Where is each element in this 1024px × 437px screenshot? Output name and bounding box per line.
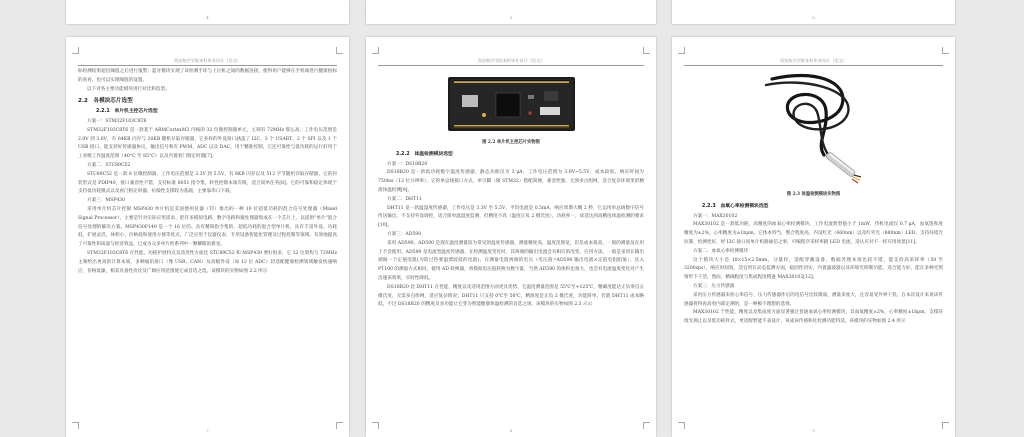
page-content <box>378 65 644 425</box>
section-heading: 2.2 各模块芯片选型 <box>78 98 133 105</box>
paragraph: 方案一：STM32F103C8T6 <box>87 118 147 124</box>
top-page-left <box>66 0 349 24</box>
paragraph: DS18B20 比 DHT11 在性能，精度以及适用范围方面更具优势，它温度测量范围是 55℃至+125℃，精确度能达正负零点五摄氏度，无需多点组网，适应复杂情况；DHT11 只支持 0℃至 50℃，精准度是正负 2 摄氏度，功能简单，若就 DHT11 成本略低，不过 DS18B20 的精度及多功能让它变为智能健康体温检测的首选之项，该模块的实物如图 2.3 示示 <box>378 284 644 308</box>
paragraph: DHT11 是一款温湿度传感器，工作电压是 3.3V 至 5.5V，平均电流是 0.5mA，响应周期大概 2 秒，它运用单总线数字信号传送输出，不支持外设调控，适合简单温湿度监测，但精度不高（温度正负 2 摄氏度），功耗率一，故适达到高精度体温检测的要求[10]。 <box>378 205 644 229</box>
temperature-sensor-illustration <box>754 71 874 189</box>
subsection-heading: 2.2.3 血氧心率检测模块选型 <box>702 203 769 209</box>
page-number: 9 <box>812 428 815 433</box>
paragraph: 方案二：血氧心率检测模块 <box>693 248 749 254</box>
paragraph: 方案一：MAX30102 <box>693 213 738 219</box>
paragraph: 方案三：压力传感器 <box>693 283 735 289</box>
page-header: 西安航空学院本科毕业设计（论文） <box>378 58 644 66</box>
page-number: 6 <box>812 15 815 20</box>
crop-mark <box>643 47 650 54</box>
document-page-7 <box>66 37 349 437</box>
paragraph: 方案二：DHT11 <box>387 196 422 202</box>
mcu-board-illustration <box>444 71 579 137</box>
paragraph: 方案三：MSP430 <box>87 198 126 204</box>
page-number: 8 <box>509 428 513 433</box>
paragraph: 方案一：DS18B20 <box>387 161 428 167</box>
subsection-heading: 2.2.2 体温检测模块选型 <box>396 151 453 157</box>
page-number: 4 <box>206 15 209 20</box>
paragraph: MAX30102 是一款低功耗、高精度的血氧心率检测模块，工作电流典型值小于 1mW，待机电流仅 0.7 μA，血氧饱和度精度为±2%，心率精度为±1bpm，它体本特当，整合程度高，内设红光（660nm）以及红外光（880nm）LED，支持环境光抗制，检测性好，经 I2C 接口同单片机路通信之事，可编程序采样率跟 LED 电流，适认应对不一样应用场景[11]。 <box>684 222 943 245</box>
paragraph: STC89C52 是一款 8 位微控制器，工作电压范围是 3.3V 到 5.5V，有 8KB 闪存以及 512 字节随机存取存储器，它的封装形式是 PDIP40，接口兼容性不错，支持标准 8051 指令集，转性控制本领有限，适合简单任务[8]。它的可靠和稳定体现于支持低功耗模式以及看门狗定时器，抗噪性支撑较为基础，主要靠串口下载。 <box>78 171 337 195</box>
paragraph: DS18B20 是一款低功耗数字温度传感器，静态功耗仅为 3 μA，工作电压范围为 3.0V~5.5V，成本较低，响应时间为 750ms（12 位分辨率），它的单总线接口方式，单引脚（微 STM32）搭配简便，兼容性强，无须多点组网，适合复杂环境里的精准体温检测[9]。 <box>378 170 644 193</box>
paragraph: 以下对各主要功能模块进行对比和选型。 <box>87 86 170 92</box>
crop-mark <box>372 47 379 54</box>
temperature-sensor-image <box>754 71 874 189</box>
paragraph: MAX30102 于性能，精度以及集成度方面显著强过普通血氧心率检测模块，其血氧精度±2%，心率精度±1bpm，支撑环境光抑止以及低功耗样式，更适配智能手表设计，该成该传感和化检测功能特适，该模块的实物如图 2.4 所示 <box>684 310 943 325</box>
paragraph: 方案二：STC89C52 <box>87 162 131 168</box>
crop-mark <box>72 47 79 54</box>
page-content <box>78 68 337 425</box>
paragraph: 方案三：AD590 <box>387 231 422 237</box>
paragraph: 采用单片机芯片控制 MSP430 单片机是美国德州仪器（TI）推出的一种 16 位超低功耗的混合信号处理器（Mixed Signal Processor），主要是针对实际应用需求，把许多模拟电路、数字电路和微处理器集成在一个芯片上，以提供"单片"混合信号处理的解决方案。MSP430F149 是一个 16 位的、具有精简指令集的、超低功耗的混合型单片机，具有丰富外设、功耗低、扩展灵活、体积小、价格低和使用方便等优点，广泛应用于仪器仪表、专用设备智能化管理及过程控制等领域。有效地提高了可靠性和质量与经济效益，已成为众多单片机系列中一颗耀眼的新星。 <box>78 206 337 248</box>
paragraph: 采用 AD590，AD590 是现在温度测量较为常见的温度传感器，测量精度高，温度范围宽，但是成本很高，一般的测量仪在用上不会使用。AD590 是电流型温度传感器，在检测温度变化时，其两端的输出电流会有相应的改变，应用方法，一般是采用在输出端做一个定值电阻(为防过热要温漂较低的电阻)，在测量电阻两端的电压（电压值=AD590 输出电流×定值电阻阻值），送入 PT100 的测量方式相同，使用 AD 转换器，将模拟电压值转换为数字量，当然 AD590 的体积也很大，也会有电流温度变化对产生出速误效果，实时性降低。 <box>378 240 644 281</box>
page-content <box>684 63 943 425</box>
crop-mark <box>678 47 685 54</box>
paragraph: 采用压力传感器来检心率信号，压力传感器作后的电信号比较微弱，测量来度大，且容易受外界干扰，在本次设计来说该传感器将得再高更内部定测的，是一种极不理想的选择。 <box>684 292 943 307</box>
paragraph: STM32F103C8T6 是一款基于 ARMCortexM3 内核的 32 位微控制器单元，主频有 72MHz 那么高，工作电压范围是 2.0V 到 3.6V，有 64KB 闪存与 20KB 随机存取存储器，它多样的外设接口涵盖了 I2C、3 个 USART、2 个 SPI 以及 1 个 USB 接口，能支持好传感器协议，输出信号和有 PWM、ADC 以及 DAC，用于精准控制，它还可靠性与低功耗的运行好用于工业级工作温度范围（40°C 至 85°C）以及内置看门狗定时器[7]。 <box>78 127 337 160</box>
subsection-heading: 2.2.1 单片机主控芯片选型 <box>96 109 158 115</box>
mcu-board-image <box>444 71 579 137</box>
paragraph: STM32F103C8T6 在性能、功耗护展特点及适用性方面比 STC89C52 和 MSP430 要好很多，它 32 位架构与 72MHz 主频给出更高的计算本领，多种通讯接口（像 USB、CAN）及高级外设（如 12 位 ADC）切适配健康检测领域触发快速响应，价格低廉，相其具备性价比及广阔应用范围使它成首选之选，该模块的实物如图 2.2 所示 <box>78 250 337 274</box>
page-header: 西安航空学院本科毕业设计（论文） <box>684 58 943 66</box>
page-number: 5 <box>509 15 513 20</box>
page-number: 7 <box>206 428 209 433</box>
crop-mark <box>942 47 949 54</box>
document-page-8 <box>366 37 656 437</box>
figure-caption: 图 2.2 单片机主控芯片实物图 <box>482 140 540 145</box>
top-page-right <box>672 0 955 24</box>
page-header: 西安航空学院本科毕业设计（论文） <box>78 58 337 66</box>
paragraph: 标检测结果超出阈值之后进行报警；蓝牙模块实现了该检测手环与上位机之间的数据连接，使得用户能够在手机端进行健康指标的查看，也可以实现阈值的设置。 <box>78 69 337 83</box>
top-page-middle <box>366 0 656 24</box>
figure-caption: 图 2.3 体温检测模块实物图 <box>786 192 841 197</box>
crop-mark <box>336 47 343 54</box>
document-page-9 <box>672 37 955 437</box>
paragraph: 这个模块大小是 18×15×2.5mm，分量轻，适配穿戴设备，数据处理本领比较不错，能支持高采样率（50 至 3200sps），响应时间短，适宜用在动态监测方面，稳固性切实，内置滤波器以及环境光抑制功能，适合能力好，能在多种光照情形下干活，然而，精确程度与集成程度稍逊 MAX30102[12]。 <box>684 257 943 281</box>
